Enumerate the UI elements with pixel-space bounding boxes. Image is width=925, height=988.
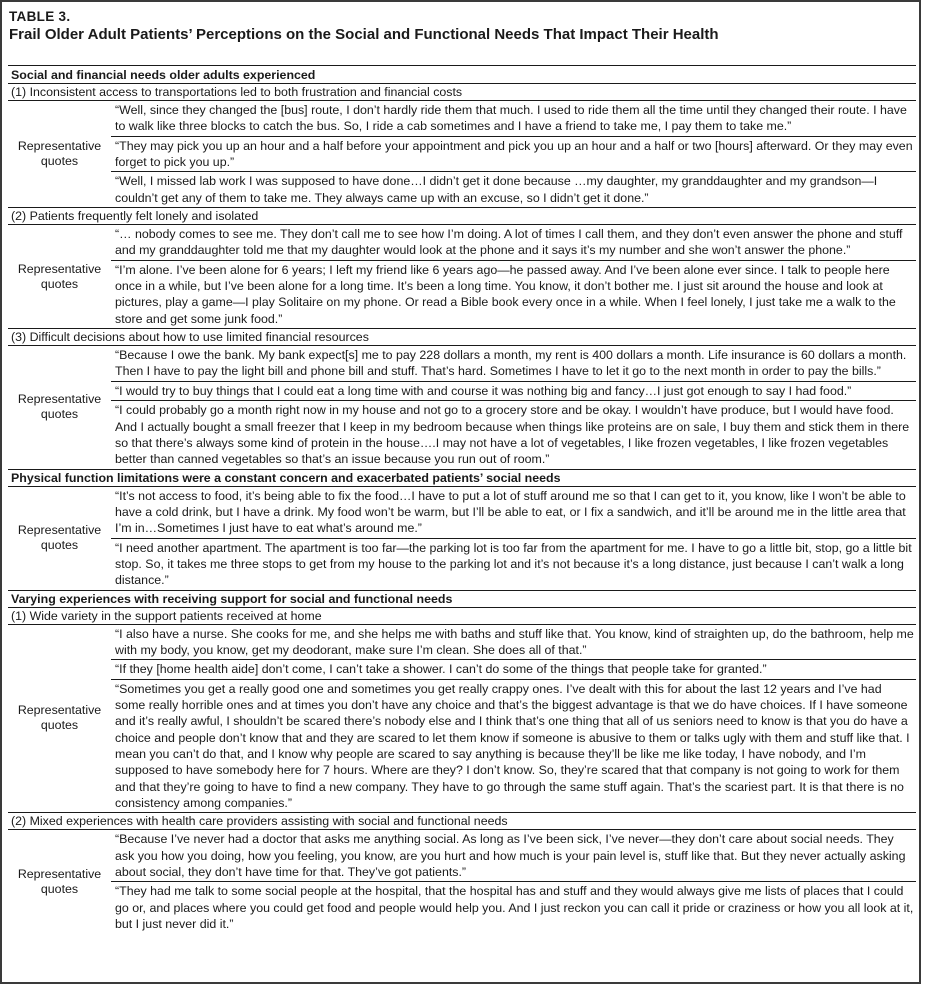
representative-quotes-label bbox=[8, 625, 111, 813]
rep-label-line2: quotes bbox=[40, 407, 79, 422]
subsection-heading: (2) Mixed experiences with health care providers assisting with social and functional needs bbox=[8, 813, 916, 830]
quote-list bbox=[111, 346, 916, 468]
quote-cell: “Sometimes you get a really good one and sometimes you get really crappy ones. I’ve dealt with this for about the last 12 years and I’ve had some really horrible ones and at times you don’t have any choice and that’s the biggest advantage is that we do have choices. If I have someone and it’s really awful, I shouldn’t be scared there’s nobody else and I think that’s one thing that all of us seniors need to know is that you do have a choice and people don’t know that and they are scared to let them know if someone is abusive to them or talks ugly with them and stuff like that. I mean you can’t do that, and I know why people are scared to say anything is because they’ll be like me like today, I have nobody, and I’m supposed to have somebody here for 7 hours. Where are they? I don’t know. So, they’re scared that that company is not going to work for them and that they’re going to have to find a new company. They have to go through the same stuff again. That’s the scariest part. It is that there is no consistency among companies.” bbox=[115, 681, 910, 811]
quote-cell: “Because I owe the bank. My bank expect[s] me to pay 228 dollars a month, my rent is 400 dollars a month. Life insurance is 60 dollars a month. Then I have to pay the light bill and phone bill and stuff. That’s hard. Sometimes I have to let it go to the next month in order to pay the bills.” bbox=[111, 346, 916, 382]
section-heading: Physical function limitations were a constant concern and exacerbated patients’ social needs bbox=[8, 470, 916, 487]
representative-quotes-label bbox=[8, 101, 111, 207]
quotes-table bbox=[8, 67, 916, 933]
quote-cell: “I need another apartment. The apartment is too far—the parking lot is too far from the apartment for me. I have to go a little bit, stop, go a little bit stop. So, it takes me three stops to get from my house to the parking lot and it’s not because it’s a long distance, just because I can’t walk a long distance.” bbox=[115, 540, 912, 588]
quote-list bbox=[111, 625, 916, 813]
quote-cell: “I also have a nurse. She cooks for me, and she helps me with baths and stuff like that. You know, kind of straighten up, do the bathroom, help me with my body, you know, get my deodorant, make sure I’m clean. She does all of that.” bbox=[111, 625, 916, 661]
quote-group bbox=[8, 625, 916, 814]
rep-label-line1: Representative bbox=[17, 261, 102, 276]
subsection-heading: (1) Inconsistent access to transportations led to both frustration and financial costs bbox=[8, 84, 916, 101]
representative-quotes-label bbox=[8, 487, 111, 590]
quote-cell: “It’s not access to food, it’s being able to fix the food…I have to put a lot of stuff around me so that I can get to it, you know, like I won’t be able to have a cold drink, but I have a drink. My food won’t be warm, but I’ll be able to eat, or I fix a sandwich, and it’ll be around me in the little area that I’m in…Sometimes I just have to eat what’s around me.” bbox=[111, 487, 916, 539]
table-title-block bbox=[9, 9, 719, 44]
rep-label-line1: Representative bbox=[17, 523, 102, 538]
quote-cell: “If they [home health aide] don’t come, I can’t take a shower. I can’t do some of the things that people take for granted.” bbox=[111, 660, 916, 679]
quote-list bbox=[111, 487, 916, 590]
rep-label-line1: Representative bbox=[17, 866, 102, 881]
table-title: Frail Older Adult Patients’ Perceptions on the Social and Functional Needs That Impact Their Health bbox=[9, 26, 719, 43]
quote-cell: “Well, since they changed the [bus] route, I don’t hardly ride them that much. I used to ride them all the time until they changed their route. I have to walk like three blocks to catch the bus. So, I ride a cab sometimes and I have a friend to take me, I pay them to take me.” bbox=[111, 101, 916, 137]
section-heading: Social and financial needs older adults experienced bbox=[8, 67, 916, 84]
rep-label-line2: quotes bbox=[40, 538, 79, 553]
quote-cell: “They may pick you up an hour and a half before your appointment and pick you up an hour and a half or two [hours] afterward. Or they may even forget to pick you up.” bbox=[111, 137, 916, 173]
representative-quotes-label bbox=[8, 346, 111, 468]
quote-cell: “They had me talk to some social people at the hospital, that the hospital has and stuff and they would always give me lists of places that I could go or, and places where you could get food and people would help you. And I just reckon you can call it pride or craziness or how you all look at it, but I just never did it.” bbox=[115, 884, 914, 932]
rep-label-line1: Representative bbox=[17, 703, 102, 718]
rep-label-line2: quotes bbox=[40, 718, 79, 733]
rep-label-line2: quotes bbox=[40, 276, 79, 291]
title-divider bbox=[8, 65, 916, 66]
quote-group bbox=[8, 487, 916, 591]
section-heading: Varying experiences with receiving support for social and functional needs bbox=[8, 591, 916, 608]
quote-group bbox=[8, 225, 916, 329]
rep-label-line2: quotes bbox=[40, 881, 79, 896]
quote-list bbox=[111, 225, 916, 328]
subsection-heading: (3) Difficult decisions about how to use limited financial resources bbox=[8, 329, 916, 346]
subsection-heading: (2) Patients frequently felt lonely and isolated bbox=[8, 208, 916, 225]
quote-group bbox=[8, 346, 916, 469]
rep-label-line1: Representative bbox=[17, 139, 102, 154]
rep-label-line2: quotes bbox=[40, 154, 79, 169]
representative-quotes-label bbox=[8, 830, 111, 933]
quote-cell: “I’m alone. I’ve been alone for 6 years; I left my friend like 6 years ago—he passed away. And I’ve been alone ever since. I talk to people here once in a while, but I’ve been alone for a long time. It’s been a long time. You know, it don’t bother me. I just sit around the house and look at pictures, play a game—I play Solitaire on my phone. Or read a Bible book every once in a while. When I feel lonely, I just take me a walk to the store and get some junk food.” bbox=[115, 262, 896, 326]
table-label: TABLE 3. bbox=[9, 9, 71, 24]
quote-cell: “Well, I missed lab work I was supposed to have done…I didn’t get it done because …my daughter, my granddaughter and my grandson—I couldn’t get any of them to take me. They always came up with an excuse, so I didn’t get it done.” bbox=[115, 174, 878, 205]
quote-group bbox=[8, 101, 916, 208]
quote-cell: “I could probably go a month right now in my house and not go to a grocery store and be okay. I wouldn’t have produce, but I would have food. And I actually bought a small freezer that I keep in my bedroom because when things like proteins are on sale, I buy them and stick them in there so that there’s always some kind of protein in the house….I may not have a lot of vegetables, I like frozen vegetables, I like frozen vegetables better than canned vegetables so that’s an issue because you run out of room.” bbox=[115, 403, 910, 467]
quote-list bbox=[111, 101, 916, 207]
subsection-heading: (1) Wide variety in the support patients received at home bbox=[8, 608, 916, 625]
quote-cell: “Because I’ve never had a doctor that asks me anything social. As long as I’ve been sick, I’ve never—they don’t care about social needs. They ask you how you doing, how you feeling, you know, are you hurt and how much is your pain level is, stuff like that. But they never actually asking about social, they don’t have time for that. They’ve got patients.” bbox=[111, 830, 916, 882]
quote-group bbox=[8, 830, 916, 933]
representative-quotes-label bbox=[8, 225, 111, 328]
quote-cell: “… nobody comes to see me. They don’t call me to see how I’m doing. A lot of times I call them, and they don’t even answer the phone and stuff and my granddaughter told me that my daughter would look at the phone and it says it’s my number and she won’t answer the phone.” bbox=[111, 225, 916, 261]
quote-list bbox=[111, 830, 916, 933]
quote-cell: “I would try to buy things that I could eat a long time with and course it was nothing big and fancy…I just got enough to say I had food.” bbox=[111, 382, 916, 401]
rep-label-line1: Representative bbox=[17, 392, 102, 407]
